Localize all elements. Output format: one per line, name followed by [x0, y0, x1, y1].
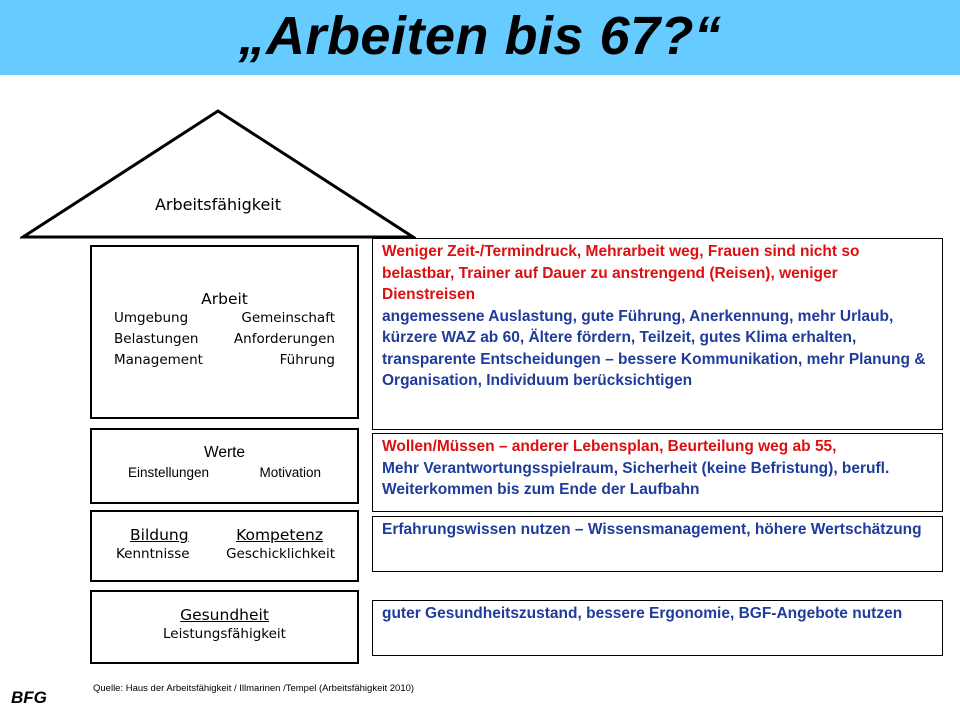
floor-werte-item: Motivation — [259, 465, 321, 480]
floor-arbeit-item: Umgebung — [114, 310, 189, 326]
floor-bildung-title — [92, 526, 357, 544]
floor-arbeit-item: Management — [114, 352, 203, 368]
floor-werte-row — [92, 462, 357, 483]
floor-arbeit-item: Belastungen — [114, 331, 199, 347]
note-bildung-blue: Erfahrungswissen nutzen – Wissensmanagement, höhere Wertschätzung — [382, 521, 922, 538]
floor-bildung-title-left: Bildung — [130, 526, 189, 544]
floor-arbeit-item: Gemeinschaft — [241, 310, 335, 326]
note-gesundheit — [372, 600, 943, 656]
note-arbeit-red: Weniger Zeit-/Termindruck, Mehrarbeit weg, Frauen sind nicht so belastbar, Trainer auf Dauer zu anstrengend (Reisen), weniger Dienstreisen — [382, 243, 860, 303]
floor-arbeit-row — [92, 329, 357, 350]
floor-arbeit-item: Anforderungen — [233, 331, 335, 347]
floor-arbeit — [90, 245, 359, 419]
floor-arbeit-item: Führung — [279, 352, 335, 368]
floor-werte-item: Einstellungen — [128, 465, 210, 480]
note-bildung — [372, 516, 943, 572]
floor-bildung-item: Geschicklichkeit — [226, 546, 335, 562]
roof-label: Arbeitsfähigkeit — [154, 195, 281, 214]
house-roof — [20, 108, 416, 240]
slide-title: „Arbeiten bis 67?“ — [238, 6, 722, 66]
floor-bildung-title-right: Kompetenz — [236, 526, 323, 544]
floor-gesundheit — [90, 590, 359, 664]
floor-arbeit-title: Arbeit — [201, 290, 248, 308]
note-arbeit — [372, 238, 943, 430]
floor-bildung-item: Kenntnisse — [116, 546, 190, 562]
note-gesundheit-blue: guter Gesundheitszustand, bessere Ergonomie, BGF-Angebote nutzen — [382, 605, 903, 622]
note-werte — [372, 433, 943, 512]
floor-gesundheit-sub: Leistungsfähigkeit — [163, 626, 286, 642]
floor-arbeit-row — [92, 308, 357, 329]
floor-bildung-row — [92, 544, 357, 565]
note-werte-red: Wollen/Müssen – anderer Lebensplan, Beurteilung weg ab 55, — [382, 438, 837, 455]
floor-bildung — [90, 510, 359, 582]
source-citation: Quelle: Haus der Arbeitsfähigkeit / Illmarinen /Tempel (Arbeitsfähigkeit 2010) — [93, 683, 415, 694]
floor-werte — [90, 428, 359, 504]
bfg-logo: BFG — [11, 688, 47, 707]
note-werte-blue: Mehr Verantwortungsspielraum, Sicherheit (keine Befristung), berufl. Weiterkommen bis zum Ende der Laufbahn — [382, 459, 890, 498]
note-arbeit-blue: angemessene Auslastung, gute Führung, Anerkennung, mehr Urlaub, kürzere WAZ ab 60, Ältere fördern, Teilzeit, gutes Klima erhalten, transparente Entscheidungen – bessere Kommunikation, mehr Planung & Organisation, Individuum berücksichtigen — [382, 307, 926, 389]
floor-werte-title: Werte — [203, 444, 246, 461]
floor-gesundheit-title: Gesundheit — [180, 606, 269, 624]
floor-arbeit-row — [92, 350, 357, 371]
